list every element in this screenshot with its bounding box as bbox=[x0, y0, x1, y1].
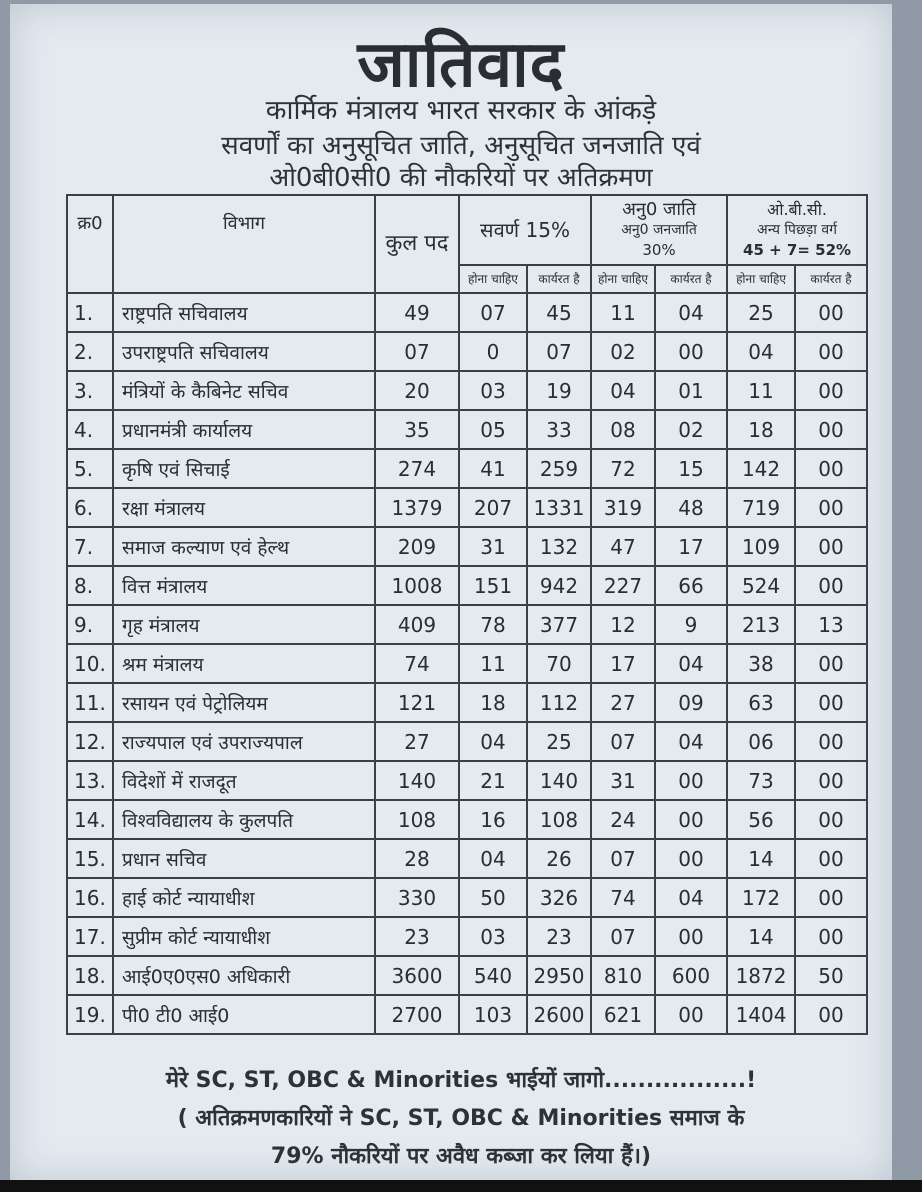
cell-dept: राज्यपाल एवं उपराज्यपाल bbox=[113, 722, 375, 761]
cell-no: 6. bbox=[67, 488, 113, 527]
header-obc-percent: 45 + 7= 52% bbox=[743, 241, 852, 259]
cell-sav-should: 07 bbox=[459, 293, 527, 332]
cell-no: 13. bbox=[67, 761, 113, 800]
cell-sc-work: 15 bbox=[655, 449, 727, 488]
cell-obc-should: 1872 bbox=[727, 956, 795, 995]
cell-sc-work: 9 bbox=[655, 605, 727, 644]
bottom-bar bbox=[0, 1180, 922, 1192]
cell-no: 2. bbox=[67, 332, 113, 371]
cell-sav-work: 112 bbox=[527, 683, 591, 722]
cell-obc-should: 109 bbox=[727, 527, 795, 566]
cell-no: 18. bbox=[67, 956, 113, 995]
cell-sav-should: 03 bbox=[459, 371, 527, 410]
cell-no: 9. bbox=[67, 605, 113, 644]
cell-sav-should: 207 bbox=[459, 488, 527, 527]
cell-sc-should: 07 bbox=[591, 917, 655, 956]
header-obc-abbr: ओ.बी.सी. bbox=[767, 200, 827, 219]
cell-dept: पी0 टी0 आई0 bbox=[113, 995, 375, 1034]
cell-total: 35 bbox=[375, 410, 459, 449]
cell-sc-should: 02 bbox=[591, 332, 655, 371]
cell-no: 7. bbox=[67, 527, 113, 566]
cell-sc-work: 600 bbox=[655, 956, 727, 995]
cell-dept: उपराष्ट्रपति सचिवालय bbox=[113, 332, 375, 371]
table-row bbox=[67, 800, 867, 839]
cell-total: 07 bbox=[375, 332, 459, 371]
cell-dept: राष्ट्रपति सचिवालय bbox=[113, 293, 375, 332]
cell-obc-should: 56 bbox=[727, 800, 795, 839]
cell-sc-work: 48 bbox=[655, 488, 727, 527]
cell-no: 3. bbox=[67, 371, 113, 410]
cell-dept: विश्वविद्यालय के कुलपति bbox=[113, 800, 375, 839]
cell-sav-work: 45 bbox=[527, 293, 591, 332]
table-row bbox=[67, 995, 867, 1034]
cell-total: 121 bbox=[375, 683, 459, 722]
cell-sav-should: 04 bbox=[459, 839, 527, 878]
cell-sav-should: 11 bbox=[459, 644, 527, 683]
cell-sc-should: 24 bbox=[591, 800, 655, 839]
header-obc bbox=[727, 195, 867, 265]
cell-obc-should: 719 bbox=[727, 488, 795, 527]
subtitle-line-2: सवर्णों का अनुसूचित जाति, अनुसूचित जनजाति एवं bbox=[221, 131, 701, 161]
table-row bbox=[67, 449, 867, 488]
cell-obc-should: 73 bbox=[727, 761, 795, 800]
cell-no: 8. bbox=[67, 566, 113, 605]
cell-total: 23 bbox=[375, 917, 459, 956]
header-st: अनु0 जनजाति bbox=[621, 222, 697, 238]
cell-sc-work: 04 bbox=[655, 722, 727, 761]
cell-sav-should: 151 bbox=[459, 566, 527, 605]
header-savarna-should: होना चाहिए bbox=[459, 265, 527, 293]
table-row bbox=[67, 683, 867, 722]
header-department: विभाग bbox=[113, 195, 375, 293]
cell-obc-work: 00 bbox=[795, 293, 867, 332]
cell-sc-should: 47 bbox=[591, 527, 655, 566]
cell-no: 16. bbox=[67, 878, 113, 917]
cell-obc-should: 172 bbox=[727, 878, 795, 917]
cell-total: 274 bbox=[375, 449, 459, 488]
cell-total: 209 bbox=[375, 527, 459, 566]
cell-total: 330 bbox=[375, 878, 459, 917]
cell-sc-should: 17 bbox=[591, 644, 655, 683]
cell-sav-work: 140 bbox=[527, 761, 591, 800]
cell-sav-should: 04 bbox=[459, 722, 527, 761]
cell-obc-should: 14 bbox=[727, 839, 795, 878]
cell-dept: विदेशों में राजदूत bbox=[113, 761, 375, 800]
cell-sc-work: 00 bbox=[655, 332, 727, 371]
header-obc-should: होना चाहिए bbox=[727, 265, 795, 293]
cell-obc-work: 00 bbox=[795, 878, 867, 917]
cell-dept: श्रम मंत्रालय bbox=[113, 644, 375, 683]
cell-sav-should: 18 bbox=[459, 683, 527, 722]
cell-dept: सुप्रीम कोर्ट न्यायाधीश bbox=[113, 917, 375, 956]
table-row bbox=[67, 566, 867, 605]
header-total-posts: कुल पद bbox=[375, 195, 459, 293]
table-row bbox=[67, 917, 867, 956]
cell-sav-should: 103 bbox=[459, 995, 527, 1034]
cell-no: 15. bbox=[67, 839, 113, 878]
header-sc: अनु0 जाति bbox=[622, 199, 696, 220]
cell-obc-work: 00 bbox=[795, 722, 867, 761]
cell-sc-work: 04 bbox=[655, 878, 727, 917]
cell-obc-work: 00 bbox=[795, 449, 867, 488]
cell-obc-should: 524 bbox=[727, 566, 795, 605]
cell-dept: रक्षा मंत्रालय bbox=[113, 488, 375, 527]
cell-obc-work: 00 bbox=[795, 800, 867, 839]
header-obc-full: अन्य पिछड़ा वर्ग bbox=[757, 222, 838, 238]
cell-obc-should: 38 bbox=[727, 644, 795, 683]
subtitle-line-3: ओ0बी0सी0 की नौकरियों पर अतिक्रमण bbox=[269, 163, 653, 193]
table-row bbox=[67, 878, 867, 917]
cell-total: 74 bbox=[375, 644, 459, 683]
cell-obc-should: 213 bbox=[727, 605, 795, 644]
cell-dept: रसायन एवं पेट्रोलियम bbox=[113, 683, 375, 722]
cell-total: 3600 bbox=[375, 956, 459, 995]
cell-sc-should: 74 bbox=[591, 878, 655, 917]
table-row bbox=[67, 761, 867, 800]
cell-sc-work: 00 bbox=[655, 761, 727, 800]
cell-sc-should: 31 bbox=[591, 761, 655, 800]
cell-obc-work: 50 bbox=[795, 956, 867, 995]
cell-sc-work: 00 bbox=[655, 917, 727, 956]
cell-dept: कृषि एवं सिचाई bbox=[113, 449, 375, 488]
cell-sav-should: 21 bbox=[459, 761, 527, 800]
cell-sc-should: 227 bbox=[591, 566, 655, 605]
cell-obc-work: 00 bbox=[795, 995, 867, 1034]
cell-sav-work: 1331 bbox=[527, 488, 591, 527]
header-sc-should: होना चाहिए bbox=[591, 265, 655, 293]
subtitle-ministry: कार्मिक मंत्रालय भारत सरकार के आंकड़े bbox=[265, 95, 657, 126]
cell-sc-work: 00 bbox=[655, 800, 727, 839]
cell-obc-work: 00 bbox=[795, 488, 867, 527]
cell-total: 27 bbox=[375, 722, 459, 761]
header-serial: क्र0 bbox=[67, 195, 113, 293]
cell-sav-should: 16 bbox=[459, 800, 527, 839]
cell-sav-work: 26 bbox=[527, 839, 591, 878]
cell-sc-should: 07 bbox=[591, 722, 655, 761]
cell-no: 5. bbox=[67, 449, 113, 488]
page-title: जातिवाद bbox=[357, 28, 565, 102]
cell-sav-work: 23 bbox=[527, 917, 591, 956]
cell-sav-work: 259 bbox=[527, 449, 591, 488]
cell-sc-should: 04 bbox=[591, 371, 655, 410]
footer-line-2: ( अतिक्रमणकारियों ने SC, ST, OBC & Minorities समाज के bbox=[177, 1106, 745, 1131]
cell-obc-work: 00 bbox=[795, 644, 867, 683]
cell-total: 108 bbox=[375, 800, 459, 839]
cell-obc-should: 1404 bbox=[727, 995, 795, 1034]
footer-line-3: 79% नौकरियों पर अवैध कब्जा कर लिया हैं।) bbox=[270, 1144, 652, 1169]
cell-obc-should: 14 bbox=[727, 917, 795, 956]
cell-obc-should: 06 bbox=[727, 722, 795, 761]
cell-no: 12. bbox=[67, 722, 113, 761]
table-row bbox=[67, 722, 867, 761]
cell-sav-work: 377 bbox=[527, 605, 591, 644]
cell-no: 1. bbox=[67, 293, 113, 332]
cell-sc-should: 319 bbox=[591, 488, 655, 527]
cell-dept: समाज कल्याण एवं हेल्थ bbox=[113, 527, 375, 566]
cell-sav-work: 2950 bbox=[527, 956, 591, 995]
header-sc-working: कार्यरत है bbox=[655, 265, 727, 293]
cell-dept: हाई कोर्ट न्यायाधीश bbox=[113, 878, 375, 917]
cell-total: 2700 bbox=[375, 995, 459, 1034]
cell-obc-should: 04 bbox=[727, 332, 795, 371]
cell-sav-should: 31 bbox=[459, 527, 527, 566]
cell-total: 140 bbox=[375, 761, 459, 800]
table-row bbox=[67, 332, 867, 371]
cell-obc-should: 25 bbox=[727, 293, 795, 332]
cell-sav-work: 25 bbox=[527, 722, 591, 761]
cell-sc-work: 17 bbox=[655, 527, 727, 566]
cell-dept: प्रधान सचिव bbox=[113, 839, 375, 878]
table-row bbox=[67, 956, 867, 995]
cell-no: 11. bbox=[67, 683, 113, 722]
cell-sav-work: 70 bbox=[527, 644, 591, 683]
cell-obc-work: 00 bbox=[795, 332, 867, 371]
cell-total: 1008 bbox=[375, 566, 459, 605]
cell-obc-should: 63 bbox=[727, 683, 795, 722]
cell-no: 10. bbox=[67, 644, 113, 683]
cell-sav-should: 41 bbox=[459, 449, 527, 488]
data-table bbox=[66, 194, 868, 1035]
cell-sav-work: 132 bbox=[527, 527, 591, 566]
cell-sc-should: 07 bbox=[591, 839, 655, 878]
cell-sav-work: 33 bbox=[527, 410, 591, 449]
cell-sc-should: 12 bbox=[591, 605, 655, 644]
cell-obc-work: 00 bbox=[795, 761, 867, 800]
cell-sav-should: 540 bbox=[459, 956, 527, 995]
cell-sc-work: 02 bbox=[655, 410, 727, 449]
cell-dept: गृह मंत्रालय bbox=[113, 605, 375, 644]
cell-total: 20 bbox=[375, 371, 459, 410]
table-row bbox=[67, 527, 867, 566]
cell-total: 1379 bbox=[375, 488, 459, 527]
cell-sav-work: 19 bbox=[527, 371, 591, 410]
table-row bbox=[67, 293, 867, 332]
cell-sc-work: 00 bbox=[655, 839, 727, 878]
cell-sc-work: 01 bbox=[655, 371, 727, 410]
cell-total: 28 bbox=[375, 839, 459, 878]
cell-dept: मंत्रियों के कैबिनेट सचिव bbox=[113, 371, 375, 410]
cell-sc-should: 621 bbox=[591, 995, 655, 1034]
cell-sc-work: 04 bbox=[655, 644, 727, 683]
cell-sav-work: 942 bbox=[527, 566, 591, 605]
cell-no: 17. bbox=[67, 917, 113, 956]
table-row bbox=[67, 488, 867, 527]
table-body bbox=[67, 293, 867, 1034]
cell-dept: आई0ए0एस0 अधिकारी bbox=[113, 956, 375, 995]
cell-obc-work: 00 bbox=[795, 410, 867, 449]
header-savarna-working: कार्यरत है bbox=[527, 265, 591, 293]
cell-obc-work: 00 bbox=[795, 527, 867, 566]
cell-sav-work: 07 bbox=[527, 332, 591, 371]
cell-sc-should: 11 bbox=[591, 293, 655, 332]
cell-sav-should: 03 bbox=[459, 917, 527, 956]
table-row bbox=[67, 839, 867, 878]
cell-sav-work: 108 bbox=[527, 800, 591, 839]
cell-obc-work: 00 bbox=[795, 917, 867, 956]
cell-sc-work: 00 bbox=[655, 995, 727, 1034]
table-row bbox=[67, 371, 867, 410]
cell-sc-should: 27 bbox=[591, 683, 655, 722]
cell-no: 19. bbox=[67, 995, 113, 1034]
cell-obc-work: 00 bbox=[795, 683, 867, 722]
cell-obc-should: 11 bbox=[727, 371, 795, 410]
cell-sav-should: 50 bbox=[459, 878, 527, 917]
cell-sav-should: 0 bbox=[459, 332, 527, 371]
cell-obc-work: 00 bbox=[795, 371, 867, 410]
cell-dept: वित्त मंत्रालय bbox=[113, 566, 375, 605]
header-sc-st-percent: 30% bbox=[642, 241, 676, 259]
cell-sav-work: 326 bbox=[527, 878, 591, 917]
header-obc-working: कार्यरत है bbox=[795, 265, 867, 293]
table-row bbox=[67, 605, 867, 644]
cell-total: 409 bbox=[375, 605, 459, 644]
cell-obc-work: 13 bbox=[795, 605, 867, 644]
cell-obc-work: 00 bbox=[795, 566, 867, 605]
table-row bbox=[67, 410, 867, 449]
cell-sav-should: 78 bbox=[459, 605, 527, 644]
cell-sc-work: 66 bbox=[655, 566, 727, 605]
header-sc-st bbox=[591, 195, 727, 265]
cell-sc-work: 04 bbox=[655, 293, 727, 332]
cell-no: 14. bbox=[67, 800, 113, 839]
cell-sc-should: 810 bbox=[591, 956, 655, 995]
cell-sav-should: 05 bbox=[459, 410, 527, 449]
cell-sav-work: 2600 bbox=[527, 995, 591, 1034]
footer-call: मेरे SC, ST, OBC & Minorities भाईयों जागो.................! bbox=[165, 1068, 757, 1093]
table-row bbox=[67, 644, 867, 683]
header-savarna: सवर्ण 15% bbox=[459, 195, 591, 265]
cell-sc-work: 09 bbox=[655, 683, 727, 722]
cell-dept: प्रधानमंत्री कार्यालय bbox=[113, 410, 375, 449]
cell-obc-should: 142 bbox=[727, 449, 795, 488]
cell-obc-should: 18 bbox=[727, 410, 795, 449]
cell-sc-should: 08 bbox=[591, 410, 655, 449]
cell-obc-work: 00 bbox=[795, 839, 867, 878]
cell-no: 4. bbox=[67, 410, 113, 449]
cell-sc-should: 72 bbox=[591, 449, 655, 488]
cell-total: 49 bbox=[375, 293, 459, 332]
